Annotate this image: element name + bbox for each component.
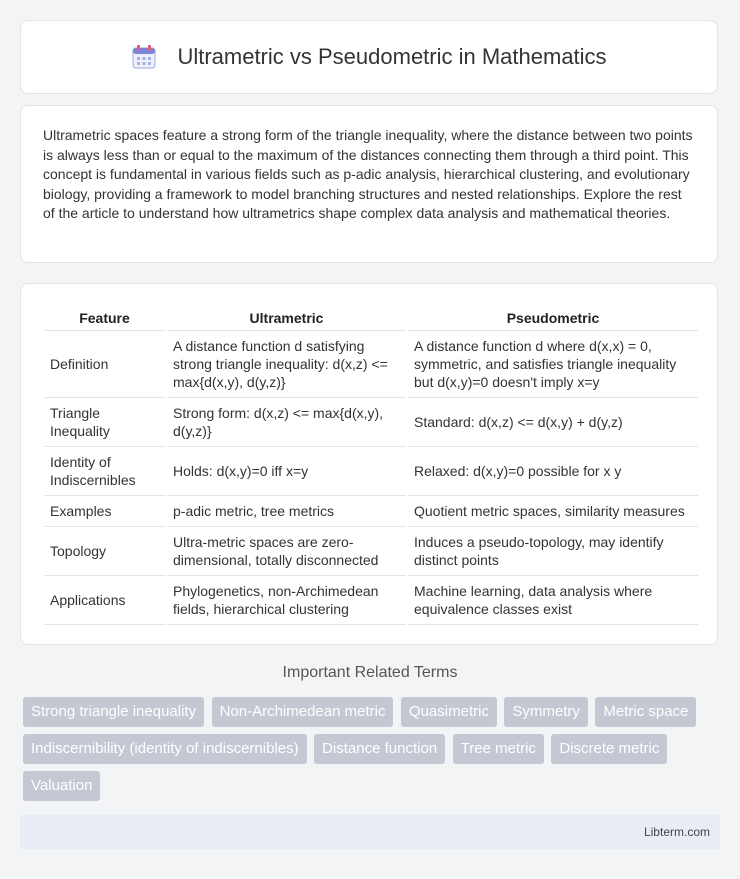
related-term-tag[interactable]: Non-Archimedean metric [212, 697, 394, 727]
related-term-tag[interactable]: Metric space [595, 697, 696, 727]
calendar-icon [131, 44, 157, 70]
footer [20, 815, 720, 849]
related-term-tag[interactable]: Tree metric [453, 734, 544, 764]
related-term-tag[interactable]: Quasimetric [401, 697, 497, 727]
related-terms-list [23, 697, 723, 808]
cell-feature: Triangle Inequality [44, 398, 165, 447]
cell-feature: Applications [44, 576, 165, 625]
table-row [44, 527, 698, 576]
cell-pseudometric: Relaxed: d(x,y)=0 possible for x y [408, 447, 698, 496]
comparison-card [20, 283, 718, 645]
cell-feature: Topology [44, 527, 165, 576]
cell-ultrametric: A distance function d satisfying strong triangle inequality: d(x,z) <= max{d(x,y), d(y,z)} [167, 331, 406, 398]
related-term-tag[interactable]: Valuation [23, 771, 100, 801]
footer-brand-link[interactable]: Libterm.com [643, 825, 710, 839]
cell-feature: Examples [44, 496, 165, 527]
related-term-tag[interactable]: Distance function [314, 734, 445, 764]
table-row [44, 331, 698, 398]
related-terms-title: Important Related Terms [282, 664, 458, 681]
comparison-table [42, 304, 700, 625]
table-header-row [44, 304, 698, 331]
intro-card [20, 105, 718, 263]
cell-feature: Definition [44, 331, 165, 398]
title-card [20, 20, 718, 94]
cell-ultrametric: p-adic metric, tree metrics [167, 496, 406, 527]
column-header-ultrametric: Ultrametric [167, 304, 406, 331]
cell-pseudometric: A distance function d where d(x,x) = 0, symmetric, and satisfies triangle inequality but d(x,y)=0 doesn't imply x=y [408, 331, 698, 398]
table-row [44, 576, 698, 625]
table-row [44, 447, 698, 496]
table-row [44, 398, 698, 447]
related-term-tag[interactable]: Indiscernibility (identity of indiscernibles) [23, 734, 307, 764]
cell-pseudometric: Induces a pseudo-topology, may identify distinct points [408, 527, 698, 576]
cell-ultrametric: Ultra-metric spaces are zero-dimensional, totally disconnected [167, 527, 406, 576]
page-title: Ultrametric vs Pseudometric in Mathematics [177, 44, 607, 69]
intro-text: Ultrametric spaces feature a strong form of the triangle inequality, where the distance between two points is always less than or equal to the maximum of the distances connecting them through a third point. This concept is fundamental in various fields such as p-adic analysis, hierarchical clustering, and evolutionary biology, providing a framework to model branching structures and nested relationships. Explore the rest of the article to understand how ultrametrics shape complex data analysis and mathematical theories. [43, 127, 693, 221]
cell-ultrametric: Holds: d(x,y)=0 iff x=y [167, 447, 406, 496]
cell-pseudometric: Quotient metric spaces, similarity measures [408, 496, 698, 527]
related-term-tag[interactable]: Symmetry [504, 697, 588, 727]
related-term-tag[interactable]: Strong triangle inequality [23, 697, 204, 727]
cell-pseudometric: Machine learning, data analysis where equivalence classes exist [408, 576, 698, 625]
related-term-tag[interactable]: Discrete metric [551, 734, 667, 764]
cell-pseudometric: Standard: d(x,z) <= d(x,y) + d(y,z) [408, 398, 698, 447]
table-row [44, 496, 698, 527]
cell-feature: Identity of Indiscernibles [44, 447, 165, 496]
column-header-pseudometric: Pseudometric [408, 304, 698, 331]
cell-ultrametric: Phylogenetics, non-Archimedean fields, hierarchical clustering [167, 576, 406, 625]
cell-ultrametric: Strong form: d(x,z) <= max{d(x,y), d(y,z)} [167, 398, 406, 447]
column-header-feature: Feature [44, 304, 165, 331]
